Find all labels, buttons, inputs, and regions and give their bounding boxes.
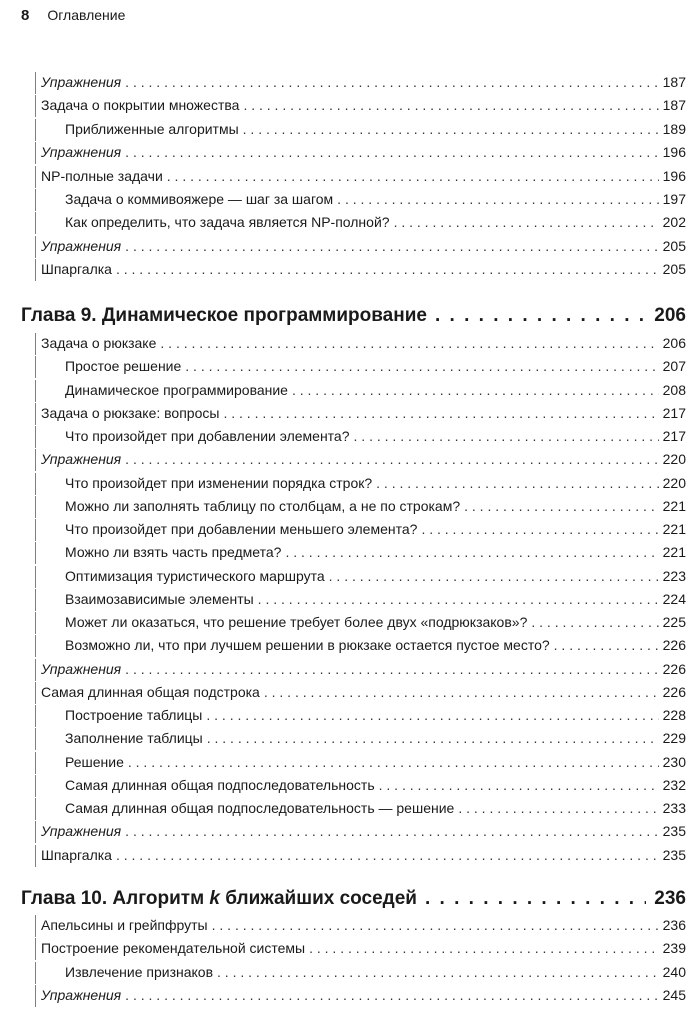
toc-entry[interactable] (35, 775, 686, 797)
leader-dots (354, 427, 659, 445)
leader-dots (264, 683, 659, 701)
toc-entry-title: Построение таблицы (65, 707, 203, 723)
toc-entry[interactable] (35, 426, 686, 448)
toc-entry-title: Что произойдет при добавлении меньшего элемента? (65, 521, 418, 537)
chapter-10-page: 236 (654, 888, 686, 909)
toc-entry-title: Как определить, что задача является NP-полной? (65, 214, 390, 231)
toc-entry[interactable] (35, 236, 686, 258)
chapter-10-title-k: k (209, 888, 220, 909)
toc-entry-title: Построение рекомендательной системы (41, 940, 306, 957)
leader-dots (379, 776, 659, 794)
toc-entry-page: 189 (662, 120, 686, 137)
toc-entry[interactable] (35, 915, 686, 937)
toc-entry-title: Самая длинная общая подстрока (41, 683, 260, 700)
leader-dots (160, 334, 658, 352)
toc-entry-page: 205 (662, 261, 686, 278)
chapter-10-title-prefix: Глава 10. Алгоритм (21, 888, 210, 909)
leader-dots (258, 590, 659, 608)
toc-entry-title: Упражнения (41, 451, 122, 468)
leader-dots (125, 822, 658, 840)
toc-entry-title: Упражнения (41, 660, 122, 677)
toc-entry-title: Задача о коммивояжере — шаг за шагом (65, 191, 334, 207)
toc-entry-title: NP-полные задачи (41, 167, 163, 184)
toc-entry-page: 217 (662, 428, 686, 444)
leader-dots (128, 753, 659, 771)
toc-entry-page: 187 (662, 74, 686, 90)
toc-entry-page: 226 (662, 660, 686, 677)
toc-entry-page: 220 (662, 474, 686, 491)
toc-entry[interactable] (35, 356, 686, 378)
toc-entry-page: 233 (662, 800, 686, 816)
toc-entry[interactable] (35, 542, 686, 564)
toc-entry-page: 206 (662, 335, 686, 351)
toc-entry-title: Можно ли заполнять таблицу по столбцам, а не по строкам? (65, 497, 461, 514)
toc-entry-title: Упражнения (41, 237, 122, 254)
leader-dots (425, 887, 646, 911)
toc-entry-page: 208 (662, 381, 686, 398)
toc-entry[interactable] (35, 728, 686, 750)
toc-entry[interactable] (35, 845, 686, 867)
toc-entry-page: 205 (662, 237, 686, 254)
toc-entry-title: Заполнение таблицы (65, 730, 203, 747)
toc-entry-title: Простое решение (65, 358, 182, 375)
leader-dots (116, 260, 659, 278)
toc-entry-page: 240 (662, 963, 686, 980)
toc-entry[interactable] (35, 682, 686, 704)
toc-entry-page: 207 (662, 358, 686, 375)
toc-entry-page: 202 (662, 214, 686, 231)
leader-dots (125, 237, 658, 255)
toc-entry[interactable] (35, 473, 686, 495)
toc-entry-title: Упражнения (41, 74, 122, 90)
chapter-10-title (21, 887, 417, 911)
toc-entry-page: 221 (662, 497, 686, 514)
toc-entry-title: Возможно ли, что при лучшем решении в рюкзаке остается пустое место? (65, 637, 550, 654)
toc-entry[interactable] (35, 333, 686, 355)
leader-dots (223, 404, 658, 422)
leader-dots (125, 450, 658, 468)
toc-entry-page: 196 (662, 144, 686, 161)
toc-entry-title: Может ли оказаться, что решение требует более двух «подрюкзаков»? (65, 614, 528, 630)
leader-dots (243, 120, 659, 138)
toc-entry[interactable] (35, 752, 686, 774)
toc-entry-page: 235 (662, 823, 686, 840)
toc-entry-title: Извлечение признаков (65, 963, 214, 980)
running-head (21, 7, 125, 24)
toc-entry-page: 221 (662, 544, 686, 561)
toc-entry-title: Что произойдет при добавлении элемента? (65, 428, 350, 444)
leader-dots (329, 567, 659, 585)
toc-entry[interactable] (35, 496, 686, 518)
leader-dots (421, 520, 658, 538)
toc-entry[interactable] (35, 589, 686, 611)
toc-entry[interactable] (35, 938, 686, 960)
toc-entry-title: Динамическое программирование (65, 381, 288, 398)
toc-entry-page: 228 (662, 707, 686, 723)
toc-entry-title: Можно ли взять часть предмета? (65, 544, 282, 561)
chapter-9-heading[interactable] (21, 302, 686, 330)
toc-entry[interactable] (35, 166, 686, 188)
toc-entry-title: Упражнения (41, 823, 122, 840)
leader-dots (125, 143, 658, 161)
toc-entry-title: Самая длинная общая подпоследовательность (65, 776, 375, 793)
toc-entry-page: 225 (662, 614, 686, 630)
toc-entry-title: Апельсины и грейпфруты (41, 917, 208, 933)
chapter-9-page: 206 (654, 305, 686, 326)
toc-entry[interactable] (35, 519, 686, 541)
leader-dots (285, 543, 658, 561)
toc-entry[interactable] (35, 798, 686, 820)
toc-entry-page: 221 (662, 521, 686, 537)
toc-entry-title: Оптимизация туристического маршрута (65, 567, 325, 584)
toc-entry-page: 230 (662, 753, 686, 770)
leader-dots (243, 96, 658, 114)
toc-entry[interactable] (35, 189, 686, 211)
toc-entry-title: Задача о рюкзаке (41, 335, 157, 351)
toc-entry[interactable] (35, 635, 686, 657)
chapter-10-title-suffix: ближайших соседей (220, 888, 417, 909)
toc-entry[interactable] (35, 72, 686, 94)
leader-dots (185, 357, 658, 375)
toc-entry-title: Упражнения (41, 144, 122, 161)
toc-entry-page: 220 (662, 451, 686, 468)
toc-entry-page: 224 (662, 590, 686, 607)
toc-entry[interactable] (35, 612, 686, 634)
leader-dots (206, 706, 658, 724)
leader-dots (125, 986, 658, 1004)
toc-entry-title: Упражнения (41, 986, 122, 1003)
header-page-number: 8 (21, 7, 30, 24)
leader-dots (292, 381, 659, 399)
leader-dots (464, 497, 659, 515)
toc-entry-title: Шпаргалка (41, 261, 112, 278)
toc-entry-page: 245 (662, 986, 686, 1003)
leader-dots (309, 939, 659, 957)
toc-entry-page: 239 (662, 940, 686, 957)
leader-dots (125, 660, 658, 678)
chapter-10-heading[interactable] (21, 885, 686, 913)
toc-entry[interactable] (35, 962, 686, 984)
toc-entry[interactable] (35, 259, 686, 281)
toc-entry[interactable] (35, 212, 686, 234)
header-title: Оглавление (47, 7, 126, 23)
chapter-9-title: Глава 9. Динамическое программирование (21, 305, 427, 326)
leader-dots (458, 799, 658, 817)
toc-entry-page: 217 (662, 404, 686, 421)
leader-dots (337, 190, 658, 208)
toc-entry-page: 236 (662, 917, 686, 933)
toc-entry[interactable] (35, 705, 686, 727)
toc-entry-page: 235 (662, 846, 686, 863)
toc-entry-title: Приближенные алгоритмы (65, 120, 239, 137)
toc-entry[interactable] (35, 403, 686, 425)
toc-entry[interactable] (35, 566, 686, 588)
toc-entry[interactable] (35, 659, 686, 681)
toc-entry-page: 223 (662, 567, 686, 584)
leader-dots (212, 916, 659, 934)
toc-entry-title: Задача о покрытии множества (41, 97, 240, 114)
toc-entry-page: 226 (662, 637, 686, 654)
toc-entry-page: 197 (662, 191, 686, 207)
toc-entry[interactable] (35, 95, 686, 117)
toc-entry-title: Самая длинная общая подпоследовательность — решение (65, 800, 455, 816)
toc-entry[interactable] (35, 821, 686, 843)
leader-dots (125, 73, 658, 91)
toc-entry-title: Взаимозависимые элементы (65, 590, 254, 607)
toc-entry-title: Задача о рюкзаке: вопросы (41, 404, 220, 421)
toc-entry-page: 196 (662, 167, 686, 184)
toc-entry[interactable] (35, 119, 686, 141)
leader-dots (207, 729, 659, 747)
toc-entry[interactable] (35, 449, 686, 471)
leader-dots (394, 213, 659, 231)
toc-entry-page: 226 (662, 683, 686, 700)
toc-entry-title: Что произойдет при изменении порядка строк? (65, 474, 373, 491)
leader-dots (217, 963, 659, 981)
toc-entry[interactable] (35, 380, 686, 402)
toc-entry-title: Решение (65, 753, 124, 770)
toc-entry-page: 229 (662, 730, 686, 747)
leader-dots (531, 613, 658, 631)
leader-dots (116, 846, 659, 864)
leader-dots (554, 636, 659, 654)
toc-entry[interactable] (35, 985, 686, 1007)
leader-dots (376, 474, 658, 492)
leader-dots (167, 167, 659, 185)
toc-entry[interactable] (35, 142, 686, 164)
toc-entry-page: 187 (662, 97, 686, 114)
leader-dots (435, 304, 646, 328)
toc-entry-page: 232 (662, 776, 686, 793)
toc-entry-title: Шпаргалка (41, 846, 112, 863)
